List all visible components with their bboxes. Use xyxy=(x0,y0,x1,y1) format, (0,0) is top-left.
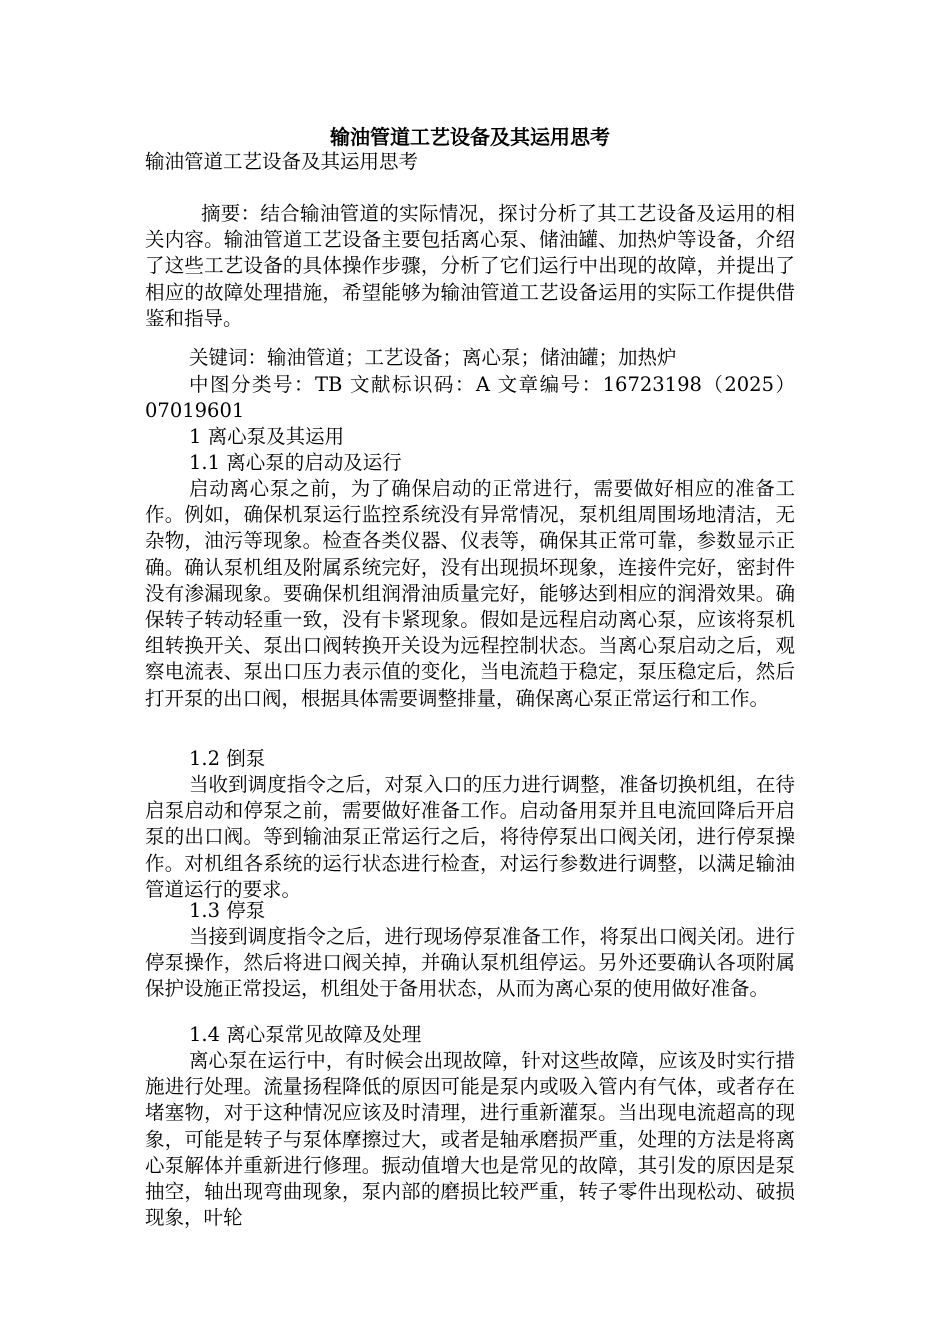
section-1-2-body: 当收到调度指令之后，对泵入口的压力进行调整，准备切换机组，在待启泵启动和停泵之前，需要做好准备工作。启动备用泵并且电流回降后开启泵的出口阀。等到输油泵正常运行之后，将待停泵出口阀关闭，进行停泵操作。对机组各系统的运行状态进行检查，对运行参数进行调整，以满足输油管道运行的要求。 xyxy=(145,773,795,901)
classification-line: 中图分类号：TB 文献标识码：A 文章编号：16723198（2025）07019601 xyxy=(145,373,795,423)
section-1-1-body: 启动离心泵之前，为了确保启动的正常进行，需要做好相应的准备工作。例如，确保机泵运行监控系统没有异常情况，泵机组周围场地清洁，无杂物，油污等现象。检查各类仪器、仪表等，确保其正常可靠，参数显示正确。确认泵机组及附属系统完好，没有出现损坏现象，连接件完好，密封件没有渗漏现象。要确保机组润滑油质量完好，能够达到相应的润滑效果。确保转子转动轻重一致，没有卡紧现象。假如是远程启动离心泵，应该将泵机组转换开关、泵出口阀转换开关设为远程控制状态。当离心泵启动之后，观察电流表、泵出口压力表示值的变化，当电流趋于稳定，泵压稳定后，然后打开泵的出口阀，根据具体需要调整排量，确保离心泵正常运行和工作。 xyxy=(145,477,795,710)
keywords-line: 关键词：输油管道；工艺设备；离心泵；储油罐；加热炉 xyxy=(189,346,677,369)
abstract-paragraph: 摘要：结合输油管道的实际情况，探讨分析了其工艺设备及运用的相关内容。输油管道工艺设备主要包括离心泵、储油罐、加热炉等设备，介绍了这些工艺设备的具体操作步骤，分析了它们运行中出现的故障，并提出了相应的故障处理措施，希望能够为输油管道工艺设备运用的实际工作提供借鉴和指导。 xyxy=(145,202,795,330)
section-1-2-heading: 1.2 倒泵 xyxy=(189,747,266,770)
section-1-heading: 1 离心泵及其运用 xyxy=(189,425,345,448)
section-1-3-heading: 1.3 停泵 xyxy=(189,899,266,922)
document-title: 输油管道工艺设备及其运用思考 xyxy=(330,125,610,149)
section-1-4-heading: 1.4 离心泵常见故障及处理 xyxy=(189,1023,422,1046)
section-1-4-body: 离心泵在运行中，有时候会出现故障，针对这些故障，应该及时实行措施进行处理。流量扬程降低的原因可能是泵内或吸入管内有气体，或者存在堵塞物，对于这种情况应该及时清理，进行重新灌泵。当出现电流超高的现象，可能是转子与泵体摩擦过大，或者是轴承磨损严重，处理的方法是将离心泵解体并重新进行修理。振动值增大也是常见的故障，其引发的原因是泵抽空，轴出现弯曲现象，泵内部的磨损比较严重，转子零件出现松动、破损现象，叶轮 xyxy=(145,1049,795,1230)
section-1-1-heading: 1.1 离心泵的启动及运行 xyxy=(189,451,402,474)
document-subtitle: 输油管道工艺设备及其运用思考 xyxy=(145,150,419,173)
section-1-3-body: 当接到调度指令之后，进行现场停泵准备工作，将泵出口阀关闭。进行停泵操作，然后将进口阀关掉，并确认泵机组停运。另外还要确认各项附属保护设施正常投运，机组处于备用状态，从而为离心泵的使用做好准备。 xyxy=(145,925,795,1001)
